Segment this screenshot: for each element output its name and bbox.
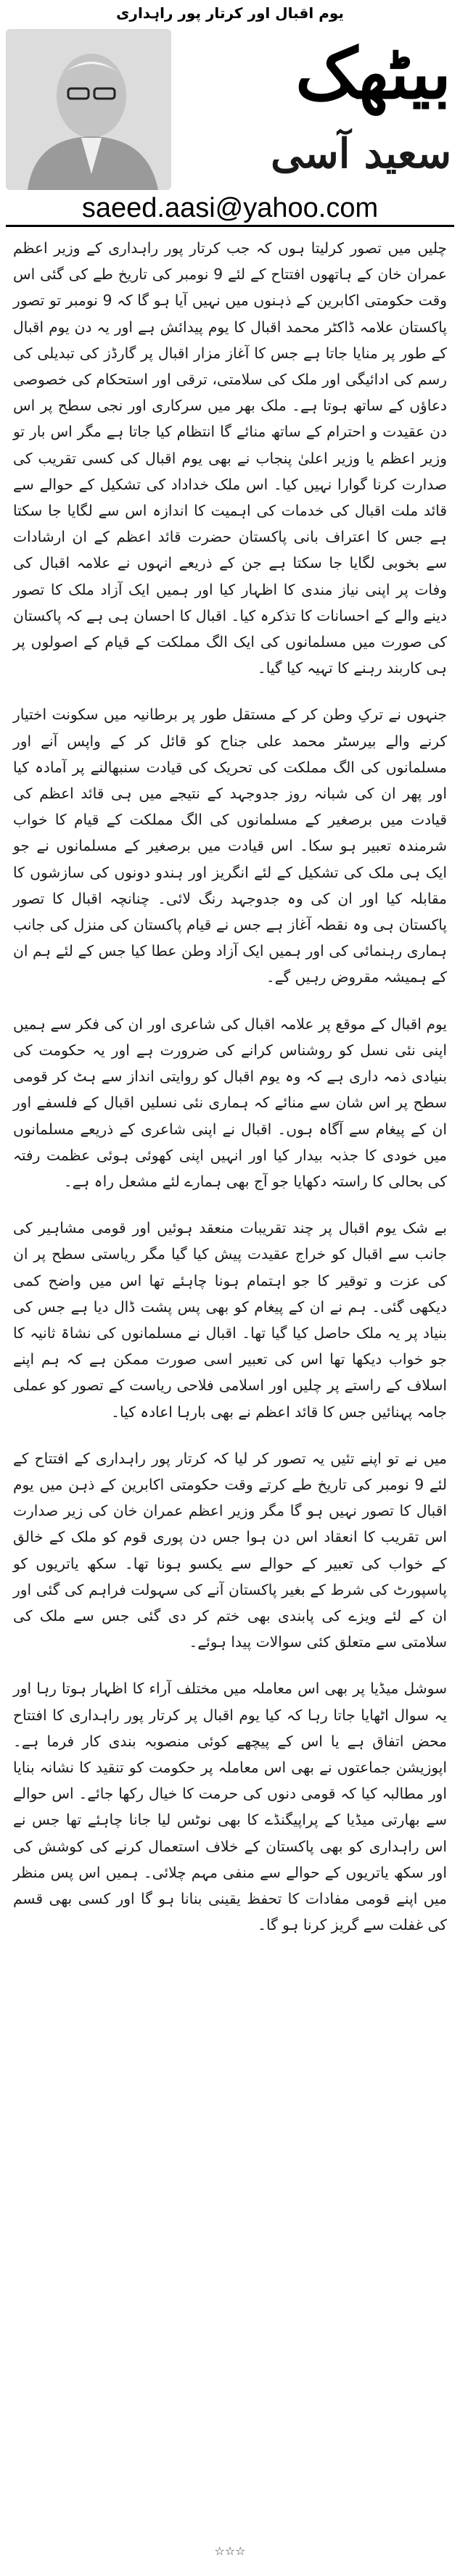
end-stars: ☆☆☆ [214,2544,246,2558]
author-photo [6,29,171,190]
paragraph-5: میں نے تو اپنے تئیں یہ تصور کر لیا کہ کرتار پور راہداری کے افتتاح کے لئے 9 نومبر کی تاریخ طے کرتے وقت حکومتی اکابرین کے ذہن میں یوم اقبال کا تصور نہیں ہو گا مگر وزیر اعظم عمران خان کی زیر صدارت اس تقریب کا انعقاد اس دن ہوا جس دن پوری قوم کو ملک کے خالق کے خواب کی تعبیر کے حوالے سے یکسو ہونا تھا۔ سکھ یاتریوں کو پاسپورٹ کی شرط کے بغیر پاکستان آنے کی سہولت فراہم کی گئی اور ان کے لئے ویزے کی پابندی بھی ختم کر دی گئی جس سے ملک کی سلامتی سے متعلق کئی سوالات پیدا ہوئے۔ [13,1449,447,1651]
paragraph-4: بے شک یوم اقبال پر چند تقریبات منعقد ہوئیں اور قومی مشاہیر کی جانب سے اقبال کو خراج عقیدت پیش کیا گیا مگر ریاستی سطح پر ان کی عزت و توقیر کا جو اہتمام ہونا چاہئے تھا اس میں واضح کمی دیکھی گئی۔ ہم نے ان کے پیغام کو بھی پس پشت ڈال دیا ہے جس کی بنیاد پر یہ ملک حاصل کیا گیا تھا۔ اقبال نے مسلمانوں کی نشاۃ ثانیہ کا جو خواب دیکھا تھا اس کی تعبیر اسی صورت ممکن ہے کہ ہم اپنے اسلاف کے راستے پر چلیں اور اسلامی فلاحی ریاست کے تصور کو عملی جامہ پہنائیں جس کا قائد اعظم نے بھی بارہا اعادہ کیا۔ [13,1219,447,1421]
paragraph-2: جنہوں نے ترکِ وطن کر کے مستقل طور پر برطانیہ میں سکونت اختیار کرنے والے بیرسٹر محمد علی جناح کو قائل کر کے واپس آنے اور مسلمانوں کی الگ مملکت کی تحریک کی قیادت سنبھالنے پر آمادہ کیا اور پھر ان کی شبانہ روز جدوجہد کے نتیجے میں ہی قائد اعظم کی قیادت میں برصغیر کے مسلمانوں کی الگ مملکت کے قیام کا خواب شرمندہ تعبیر ہو سکا۔ اس قیادت میں برصغیر کے مسلمانوں نے جو ایک ہی ملک کی تشکیل کے لئے انگریز اور ہندو دونوں کی سازشوں کا مقابلہ کیا اور ان کی وہ جدوجہد رنگ لائی۔ چنانچہ اقبال کا تصور پاکستان ہی وہ نقطہ آغاز ہے جس نے قیام پاکستان کی منزل کی جانب ہماری رہنمائی کی اور ہمیں ایک آزاد وطن عطا کیا جس کے لئے ہم ان کے ہمیشہ مقروض رہیں گے۔ [13,706,447,986]
paragraph-6: سوشل میڈیا پر بھی اس معاملہ میں مختلف آراء کا اظہار ہوتا رہا اور یہ سوال اٹھایا جاتا رہا کہ کیا یوم اقبال پر کرتار پور راہداری کا افتتاح محض اتفاق ہے یا اس کے پیچھے کوئی منصوبہ بندی کار فرما ہے۔ اپوزیشن جماعتوں نے بھی اس معاملہ پر حکومت کو تنقید کا نشانہ بنایا اور مطالبہ کیا کہ قومی دنوں کی حرمت کا خیال رکھا جائے۔ اس حوالے سے بھارتی میڈیا کے پراپیگنڈے کا بھی نوٹس لیا جانا چاہئے تھا جس نے اس راہداری کو بھی پاکستان کے خلاف استعمال کرنے کی کوشش کی اور سکھ یاتریوں کے حوالے سے منفی مہم چلائی۔ ہمیں اس پس منظر میں اپنے قومی مفادات کا تحفظ یقینی بنانا ہو گا اور کسی بھی قسم کی غفلت سے گریز کرنا ہو گا۔ [13,1680,447,1934]
author-email[interactable]: saeed.aasi@yahoo.com [6,191,454,227]
column-name: بیٹھک [295,33,451,115]
headline: یوم اقبال اور کرتار پور راہداری [116,4,344,22]
article-body [13,235,447,2548]
paragraph-3: یوم اقبال کے موقع پر علامہ اقبال کی شاعری اور ان کی فکر سے ہمیں اپنی نئی نسل کو روشناس کرانے کی ضرورت ہے اور یہ حکومت کی بنیادی ذمہ داری ہے کہ وہ یوم اقبال کو روایتی انداز سے ہٹ کر قومی سطح پر اس شان سے منائے کہ ہماری نئی نسلیں اقبال کے فلسفے اور ان کے پیغام سے آگاہ ہوں۔ اقبال نے اپنی شاعری کے ذریعے مسلمانوں میں خودی کا جذبہ بیدار کیا اور انہیں اپنی کھوئی ہوئی عظمت رفتہ کی بحالی کا راستہ دکھایا جو آج بھی ہمارے لئے مشعل راہ ہے۔ [13,1015,447,1190]
paragraph-1: چلیں میں تصور کرلیتا ہوں کہ جب کرتار پور راہداری کے وزیر اعظم عمران خان کے ہاتھوں افتتاح کے لئے 9 نومبر کی تاریخ طے کی گئی اس وقت حکومتی اکابرین کے ذہنوں میں نہیں آیا ہو گا کہ 9 نومبر تو تصور پاکستان علامہ ڈاکٹر محمد اقبال کا یوم پیدائش ہے اور یہ دن یوم اقبال کے طور پر منایا جاتا ہے جس کا آغاز مزار اقبال پر گارڈز کی تبدیلی کی رسم کی ادائیگی اور ملک کی سلامتی، ترقی اور استحکام کی خصوصی دعاؤں کے ساتھ ہوتا ہے۔ ملک بھر میں سرکاری اور نجی سطح پر اس دن عقیدت و احترام کے ساتھ منائے گا انتظام کیا جاتا ہے مگر اس بار تو وزیر اعظم یا وزیر اعلیٰ پنجاب نے بھی یوم اقبال کی کسی تقریب کی صدارت کرنا گوارا نہیں کیا۔ اس ملک خداداد کی تشکیل کے حوالے سے قائد ملت اقبال کی خدمات کی اہمیت کا اندازہ اس سے لگایا جا سکتا ہے جس کا اعتراف بانی پاکستان حضرت قائد اعظم کے ان ارشادات سے بخوبی لگایا جا سکتا ہے جن کے ذریعے انہوں نے علامہ اقبال کی وفات پر اپنی نیاز مندی کا اظہار کیا اور ہمیں ایک آزاد ملک کا تصور دینے والے کے احسانات کا تذکرہ کیا۔ اقبال کا احسان ہی ہے کہ پاکستان کی صورت میں مسلمانوں کی ایک الگ مملکت کے قیام کے اصولوں پر ہی کاربند رہنے کا تہیہ کیا گیا۔ [13,239,447,677]
column-banner [6,29,454,226]
author-name: سعید آسی [271,130,451,178]
